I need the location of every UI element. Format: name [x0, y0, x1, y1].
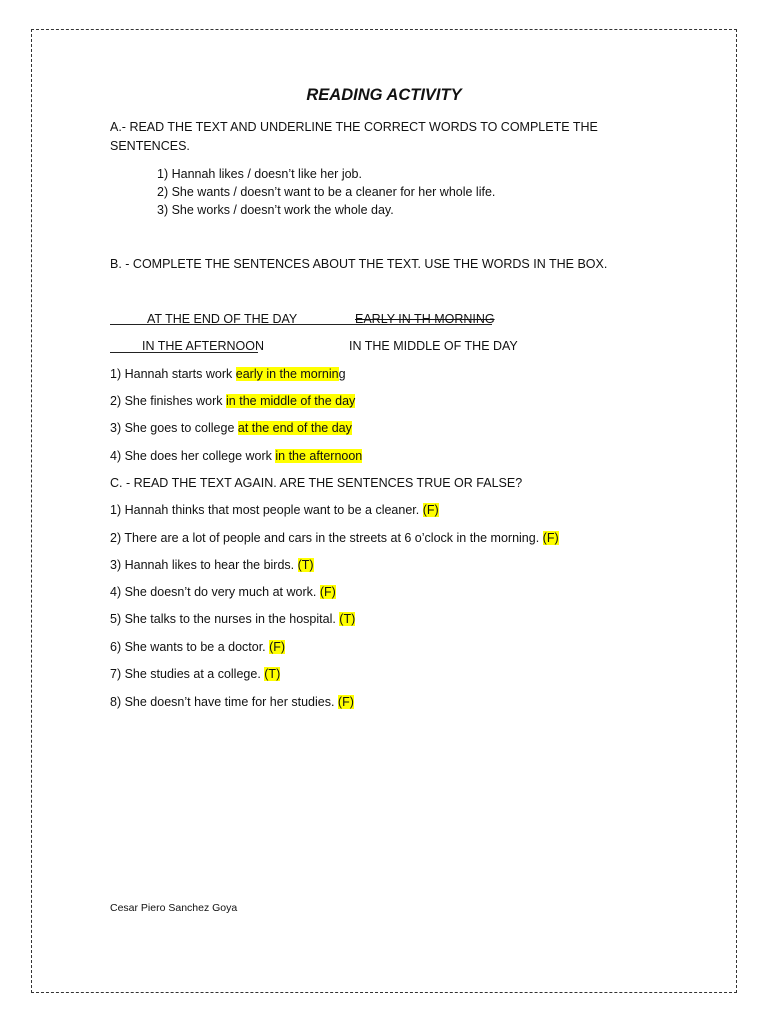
- word-box-item: AT THE END OF THE DAY: [147, 312, 298, 326]
- section-a-instruction: A.- READ THE TEXT AND UNDERLINE THE CORRECT WORDS TO COMPLETE THE: [110, 120, 598, 134]
- word-box-item: IN THE MIDDLE OF THE DAY: [349, 339, 518, 353]
- statement-text: 4) She doesn’t do very much at work.: [110, 585, 320, 599]
- answer-badge: (T): [339, 612, 356, 626]
- section-a-instruction-cont: SENTENCES.: [110, 139, 190, 153]
- sentence-text: 4) She does her college work: [110, 449, 276, 463]
- sentence-text: 1) Hannah starts work: [110, 367, 236, 381]
- true-false-item: [110, 666, 280, 682]
- statement-text: 8) She doesn’t have time for her studies.: [110, 695, 338, 709]
- highlighted-answer: at the end of the day: [237, 421, 352, 435]
- highlighted-answer: in the afternoon: [275, 449, 363, 463]
- answer-badge: (F): [337, 695, 354, 709]
- completed-sentence: [110, 393, 355, 409]
- answer-badge: (T): [297, 558, 314, 572]
- sentence-text: 3) She goes to college: [110, 421, 238, 435]
- author-name: Cesar Piero Sanchez Goya: [110, 902, 238, 914]
- statement-text: 7) She studies at a college.: [110, 667, 265, 681]
- sentence-text: 2) She finishes work: [110, 394, 227, 408]
- completed-sentence: [110, 448, 362, 464]
- answer-badge: (F): [269, 640, 286, 654]
- answer-badge: (T): [264, 667, 281, 681]
- statement-text: 6) She wants to be a doctor.: [110, 640, 270, 654]
- section-a-item: 1) Hannah likes / doesn’t like her job.: [157, 167, 362, 181]
- sentence-text: g: [338, 367, 346, 381]
- true-false-item: [110, 502, 439, 518]
- section-b-instruction: B. - COMPLETE THE SENTENCES ABOUT THE TEXT. USE THE WORDS IN THE BOX.: [110, 257, 608, 271]
- true-false-item: [110, 639, 285, 655]
- answer-badge: (F): [542, 531, 559, 545]
- highlighted-answer: early in the mornin: [235, 367, 339, 381]
- statement-text: 2) There are a lot of people and cars in the streets at 6 o’clock in the morning.: [110, 531, 543, 545]
- highlighted-answer: in the middle of the day: [226, 394, 356, 408]
- section-a-item: 2) She wants / doesn’t want to be a cleaner for her whole life.: [157, 185, 496, 199]
- answer-badge: (F): [422, 503, 439, 517]
- true-false-item: [110, 611, 355, 627]
- completed-sentence: [110, 420, 352, 436]
- statement-text: 3) Hannah likes to hear the birds.: [110, 558, 298, 572]
- true-false-item: [110, 557, 314, 573]
- statement-text: 1) Hannah thinks that most people want to be a cleaner.: [110, 503, 423, 517]
- word-box-item-crossed: EARLY IN TH MORNING: [355, 312, 495, 326]
- statement-text: 5) She talks to the nurses in the hospital.: [110, 612, 340, 626]
- page-title: READING ACTIVITY: [306, 86, 462, 104]
- section-a-item: 3) She works / doesn’t work the whole day.: [157, 203, 394, 217]
- word-box-item: IN THE AFTERNOON: [142, 339, 265, 353]
- true-false-item: [110, 530, 559, 546]
- completed-sentence: [110, 366, 346, 382]
- true-false-item: [110, 584, 336, 600]
- section-c-instruction: C. - READ THE TEXT AGAIN. ARE THE SENTENCES TRUE OR FALSE?: [110, 476, 523, 490]
- answer-badge: (F): [319, 585, 336, 599]
- true-false-item: [110, 694, 354, 710]
